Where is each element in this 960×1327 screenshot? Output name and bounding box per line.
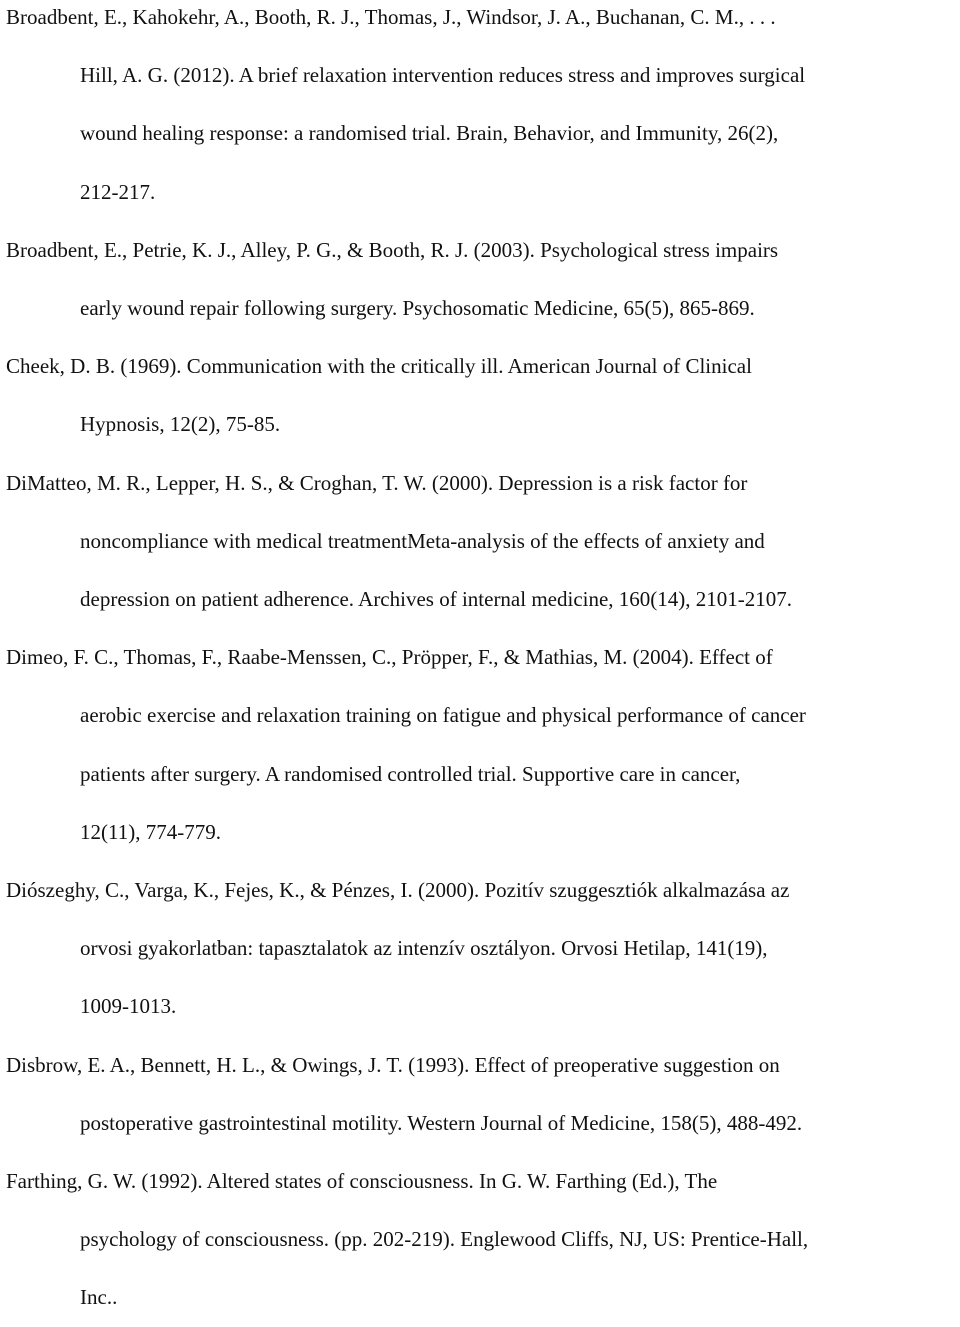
reference-list [6,0,956,1327]
reference-entry-dioszeghy-2000 [6,861,956,1036]
reference-line: DiMatteo, M. R., Lepper, H. S., & Croghan, T. W. (2000). Depression is a risk factor for [6,470,748,495]
reference-line: orvosi gyakorlatban: tapasztalatok az intenzív osztályon. Orvosi Hetilap, 141(19), [80,936,768,961]
reference-line: 12(11), 774-779. [80,819,221,844]
reference-line: depression on patient adherence. Archives of internal medicine, 160(14), 2101-2107. [80,587,793,612]
reference-entry-dimeo-2004 [6,628,956,861]
reference-line: aerobic exercise and relaxation training on fatigue and physical performance of cancer [80,703,806,728]
reference-line: Hypnosis, 12(2), 75-85. [80,412,281,437]
reference-line: Cheek, D. B. (1969). Communication with the critically ill. American Journal of Clinical [6,354,752,379]
reference-line: Diószeghy, C., Varga, K., Fejes, K., & Pénzes, I. (2000). Pozitív szuggesztiók alkalmazása az [6,878,790,903]
reference-entry-broadbent-2012 [6,0,956,221]
reference-line: Broadbent, E., Petrie, K. J., Alley, P. G., & Booth, R. J. (2003). Psychological stress impairs [6,237,779,262]
reference-line: Inc.. [80,1285,118,1310]
reference-line: Disbrow, E. A., Bennett, H. L., & Owings, J. T. (1993). Effect of preoperative suggestion on [6,1052,780,1077]
reference-entry-farthing-1992 [6,1152,956,1327]
reference-line: postoperative gastrointestinal motility. Western Journal of Medicine, 158(5), 488-492. [80,1110,803,1135]
reference-entry-broadbent-2003 [6,221,956,337]
reference-entry-dimatteo-2000 [6,454,956,629]
reference-line: Hill, A. G. (2012). A brief relaxation intervention reduces stress and improves surgical [80,63,806,88]
reference-line: 212-217. [80,179,156,204]
reference-line: Farthing, G. W. (1992). Altered states of consciousness. In G. W. Farthing (Ed.), The [6,1169,718,1194]
reference-line: wound healing response: a randomised trial. Brain, Behavior, and Immunity, 26(2), [80,121,779,146]
reference-line: Broadbent, E., Kahokehr, A., Booth, R. J., Thomas, J., Windsor, J. A., Buchanan, C. M., . . . [6,5,776,29]
reference-entry-cheek-1969 [6,337,956,453]
reference-line: Dimeo, F. C., Thomas, F., Raabe-Menssen, C., Pröpper, F., & Mathias, M. (2004). Effect of [6,645,773,670]
reference-line: early wound repair following surgery. Psychosomatic Medicine, 65(5), 865-869. [80,296,755,321]
reference-entry-disbrow-1993 [6,1036,956,1152]
reference-line: noncompliance with medical treatmentMeta-analysis of the effects of anxiety and [80,528,765,553]
reference-line: patients after surgery. A randomised controlled trial. Supportive care in cancer, [80,761,741,786]
reference-line: 1009-1013. [80,994,177,1019]
reference-line: psychology of consciousness. (pp. 202-219). Englewood Cliffs, NJ, US: Prentice-Hall, [80,1227,809,1252]
